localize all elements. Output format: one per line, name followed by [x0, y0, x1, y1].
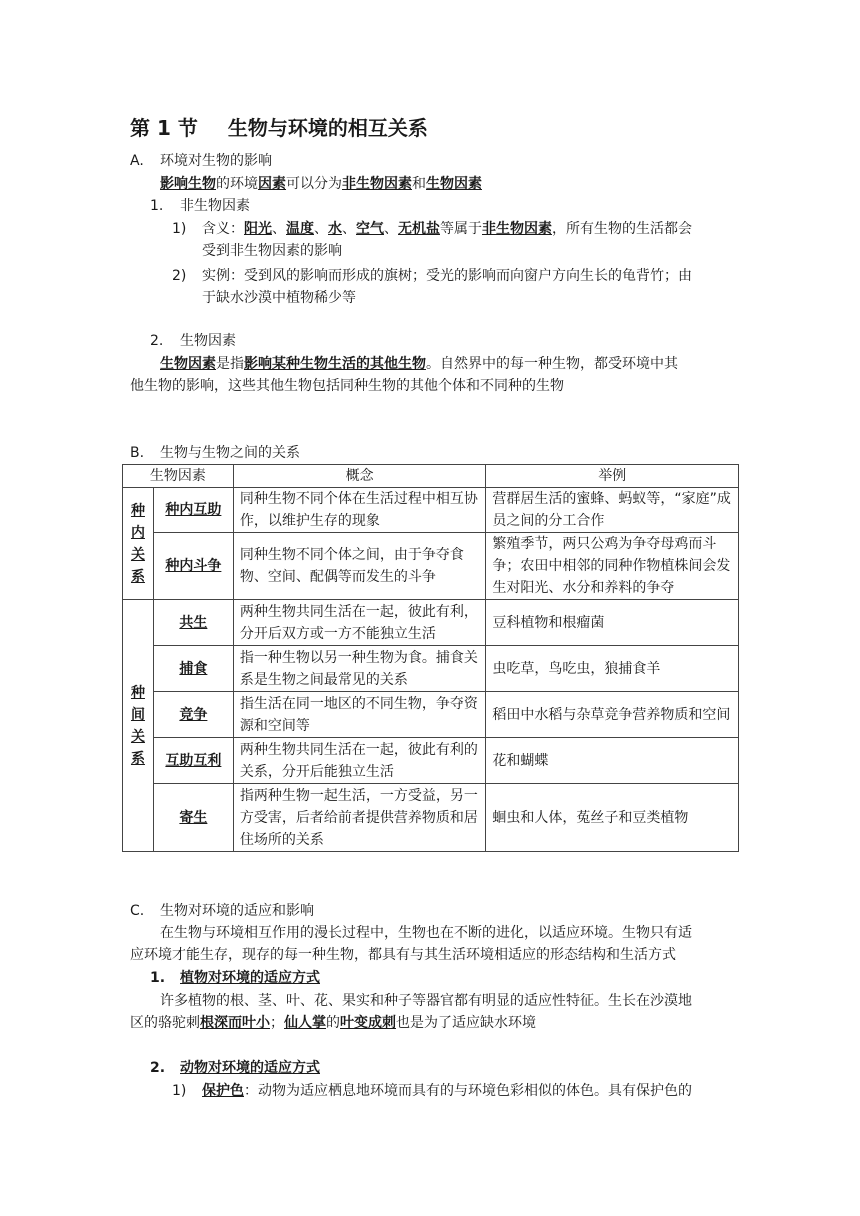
key-term: 非生物因素: [342, 176, 412, 192]
text-run: 的环境: [216, 176, 258, 192]
subsection-2-heading: [150, 330, 236, 352]
header-factor: 生物因素: [123, 465, 234, 488]
key-term: 阳光: [244, 221, 272, 237]
text-run: 、: [314, 221, 328, 237]
list-number: 2): [172, 268, 187, 284]
key-term: 水: [328, 221, 342, 237]
list-item-meaning: [172, 218, 692, 240]
relation-example: 虫吃草，鸟吃虫，狼捕食羊: [486, 646, 739, 692]
list-number: 1.: [150, 198, 164, 214]
key-term: 非生物因素: [482, 221, 552, 237]
section-c-heading: [130, 900, 314, 922]
list-number: 1.: [150, 970, 166, 986]
text-run: 的: [326, 1015, 340, 1031]
relation-example: 营群居生活的蜜蜂、蚂蚁等，“家庭”成员之间的分工合作: [486, 488, 739, 533]
header-concept: 概念: [233, 465, 486, 488]
page-title: [130, 114, 428, 142]
text-run: 可以分为: [286, 176, 342, 192]
label-char: 系: [130, 568, 145, 585]
relation-name: 共生: [153, 600, 233, 646]
key-term: 仙人掌: [284, 1015, 326, 1031]
table-row: [123, 533, 739, 600]
key-term: 无机盐: [398, 221, 440, 237]
section-a-heading: [130, 150, 272, 172]
relation-concept: 指两种生物一起生活，一方受益，另一方受害，后者给前者提供营养物质和居住场所的关系: [233, 784, 486, 852]
intraspecific-label: [123, 488, 154, 600]
subsection-title: 生物因素: [180, 333, 236, 349]
interspecific-label: [123, 600, 154, 852]
section-b-heading: [130, 442, 300, 464]
text-run: 也是为了适应缺水环境: [396, 1015, 536, 1031]
text-run: 。自然界中的每一种生物，都受环境中其: [426, 356, 678, 372]
relation-example: 花和蝴蝶: [486, 738, 739, 784]
relation-name: 寄生: [153, 784, 233, 852]
list-number: 2.: [150, 1060, 166, 1076]
text-run: 、: [272, 221, 286, 237]
key-term: 生物因素: [426, 176, 482, 192]
text-run: ，所有生物的生活都会: [552, 221, 692, 237]
term-protective-color: 保护色: [202, 1083, 244, 1099]
relation-name: 种内互助: [153, 488, 233, 533]
list-item-camouflage: [172, 1080, 692, 1102]
section-c-title: 生物对环境的适应和影响: [160, 903, 314, 919]
subsection-title: 植物对环境的适应方式: [180, 970, 320, 986]
relation-name: 互助互利: [153, 738, 233, 784]
biotic-definition-cont: 他生物的影响，这些其他生物包括同种生物的其他个体和不同种的生物: [130, 378, 564, 394]
text-run: 等属于: [440, 221, 482, 237]
text-run: 和: [412, 176, 426, 192]
list-item-text: ：动物为适应栖息地环境而具有的与环境色彩相似的体色。具有保护色的: [244, 1083, 692, 1099]
relation-concept: 指生活在同一地区的不同生物，争夺资源和空间等: [233, 692, 486, 738]
section-c-label: C.: [130, 903, 145, 919]
key-term: 空气: [356, 221, 384, 237]
paragraph-line: 在生物与环境相互作用的漫长过程中，生物也在不断的进化，以适应环境。生物只有适: [160, 925, 692, 941]
text-run: 、: [384, 221, 398, 237]
key-term: 根深而叶小: [200, 1015, 270, 1031]
table-row: [123, 738, 739, 784]
relation-name: 种内斗争: [153, 533, 233, 600]
relation-concept: 两种生物共同生活在一起，彼此有利的关系，分开后能独立生活: [233, 738, 486, 784]
section-title: 生物与环境的相互关系: [227, 116, 428, 140]
relation-name: 竞争: [153, 692, 233, 738]
table-row: [123, 646, 739, 692]
key-term: 生物因素: [160, 356, 216, 372]
animal-adaptation-heading: [150, 1057, 320, 1079]
table-row: [123, 600, 739, 646]
list-number: 2.: [150, 333, 164, 349]
label-char: 间: [130, 706, 145, 723]
relation-concept: 两种生物共同生活在一起，彼此有利，分开后双方或一方不能独立生活: [233, 600, 486, 646]
label-char: 内: [130, 524, 145, 541]
biotic-definition: [160, 353, 678, 375]
table-row: [123, 784, 739, 852]
relation-example: 繁殖季节，两只公鸡为争夺母鸡而斗争；农田中相邻的同种作物植株间会发生对阳光、水分和养料的争夺: [486, 533, 739, 600]
plant-example-line: [130, 1012, 536, 1034]
list-number: 1): [172, 221, 187, 237]
text-run: 含义：: [202, 221, 244, 237]
header-example: 举例: [486, 465, 739, 488]
section-b-label: B.: [130, 445, 145, 461]
subsection-title: 动物对环境的适应方式: [180, 1060, 320, 1076]
label-char: 关: [130, 728, 145, 745]
relation-concept: 指一种生物以另一种生物为食。捕食关系是生物之间最常见的关系: [233, 646, 486, 692]
label-char: 种: [130, 502, 145, 519]
paragraph-line: 许多植物的根、茎、叶、花、果实和种子等器官都有明显的适应性特征。生长在沙漠地: [160, 993, 692, 1009]
label-char: 种: [130, 684, 145, 701]
list-item-examples: [172, 265, 692, 287]
list-item-text: 实例：受到风的影响而形成的旗树；受光的影响而向窗户方向生长的龟背竹；由: [202, 268, 692, 284]
key-term: 影响某种生物生活的其他生物: [244, 356, 426, 372]
section-number: 第 1 节: [130, 116, 198, 140]
label-char: 关: [130, 546, 145, 563]
relation-example: 豆科植物和根瘤菌: [486, 600, 739, 646]
section-a-title: 环境对生物的影响: [160, 153, 272, 169]
key-term: 叶变成刺: [340, 1015, 396, 1031]
text-run: 是指: [216, 356, 244, 372]
table-row: [123, 692, 739, 738]
relation-example: 稻田中水稻与杂草竞争营养物质和空间: [486, 692, 739, 738]
section-b-title: 生物与生物之间的关系: [160, 445, 300, 461]
text-run: 区的骆驼刺: [130, 1015, 200, 1031]
relations-table: [122, 464, 739, 852]
plant-adaptation-heading: [150, 967, 320, 989]
label-char: 系: [130, 750, 145, 767]
subsection-title: 非生物因素: [180, 198, 250, 214]
text-run: ；: [270, 1015, 284, 1031]
relation-concept: 同种生物不同个体在生活过程中相互协作，以维护生存的现象: [233, 488, 486, 533]
list-item-continuation: 于缺水沙漠中植物稀少等: [202, 290, 356, 306]
relation-name: 捕食: [153, 646, 233, 692]
text-run: 、: [342, 221, 356, 237]
relation-example: 蛔虫和人体，菟丝子和豆类植物: [486, 784, 739, 852]
list-item-continuation: 受到非生物因素的影响: [202, 243, 342, 259]
section-a-intro: [160, 173, 482, 195]
table-header-row: [123, 465, 739, 488]
key-term: 温度: [286, 221, 314, 237]
key-term: 因素: [258, 176, 286, 192]
subsection-1-heading: [150, 195, 250, 217]
relation-concept: 同种生物不同个体之间，由于争夺食物、空间、配偶等而发生的斗争: [233, 533, 486, 600]
list-item-text: [202, 221, 692, 237]
paragraph-line: 应环境才能生存，现存的每一种生物，都具有与其生活环境相适应的形态结构和生活方式: [130, 947, 676, 963]
key-term: 影响生物: [160, 176, 216, 192]
section-a-label: A.: [130, 153, 144, 169]
table-row: [123, 488, 739, 533]
list-number: 1): [172, 1083, 187, 1099]
